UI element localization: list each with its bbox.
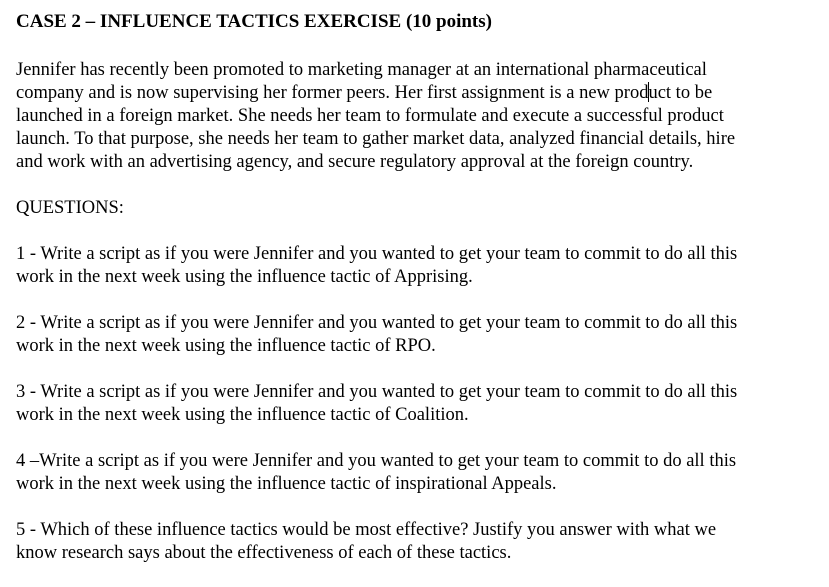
question-5 — [16, 519, 816, 565]
spacer — [16, 496, 816, 519]
question-line: work in the next week using the influence tactic of RPO. — [16, 336, 436, 356]
intro-line-text: company and is now supervising her former peers. Her first assignment is a new prod — [16, 83, 649, 103]
spacer — [16, 220, 816, 243]
question-line: work in the next week using the influence tactic of inspirational Appeals. — [16, 474, 557, 494]
intro-line-text-after-caret: uct to be — [648, 83, 713, 103]
question-2 — [16, 312, 816, 358]
intro-line: launched in a foreign market. She needs her team to formulate and execute a successful product — [16, 106, 724, 126]
intro-paragraph — [16, 59, 816, 174]
question-4 — [16, 450, 816, 496]
intro-line-with-caret — [16, 82, 816, 105]
question-1 — [16, 243, 816, 289]
question-line: 4 –Write a script as if you were Jennifer and you wanted to get your team to commit to do all this — [16, 451, 737, 471]
question-line: work in the next week using the influence tactic of Apprising. — [16, 267, 473, 287]
question-line: know research says about the effectiveness of each of these tactics. — [16, 543, 512, 563]
spacer — [16, 427, 816, 450]
question-line: work in the next week using the influence tactic of Coalition. — [16, 405, 469, 425]
questions-heading: QUESTIONS: — [16, 198, 124, 218]
question-line: 5 - Which of these influence tactics would be most effective? Justify you answer with what we — [16, 520, 717, 540]
spacer — [16, 174, 816, 197]
spacer — [16, 289, 816, 312]
question-line: 3 - Write a script as if you were Jennifer and you wanted to get your team to commit to do all this — [16, 382, 738, 402]
intro-line: launch. To that purpose, she needs her team to gather market data, analyzed financial details, hire — [16, 129, 736, 149]
spacer — [16, 358, 816, 381]
document-page — [16, 10, 816, 565]
document-title: CASE 2 – INFLUENCE TACTICS EXERCISE (10 points) — [16, 11, 492, 32]
question-line: 2 - Write a script as if you were Jennifer and you wanted to get your team to commit to do all this — [16, 313, 738, 333]
intro-line: Jennifer has recently been promoted to marketing manager at an international pharmaceutical — [16, 60, 707, 80]
spacer — [16, 34, 816, 59]
question-line: 1 - Write a script as if you were Jennifer and you wanted to get your team to commit to do all this — [16, 244, 738, 264]
question-3 — [16, 381, 816, 427]
intro-line: and work with an advertising agency, and secure regulatory approval at the foreign country. — [16, 152, 694, 172]
